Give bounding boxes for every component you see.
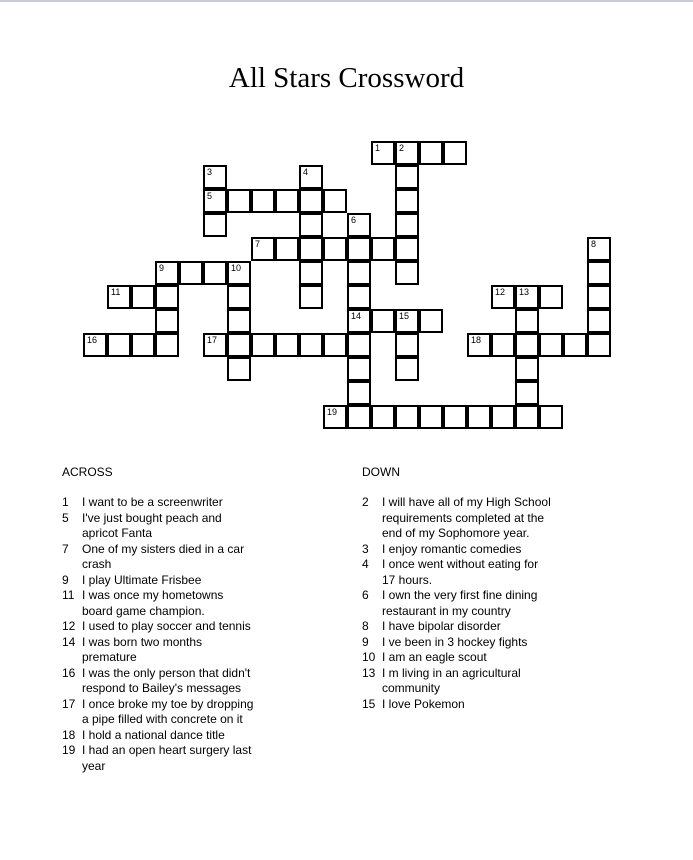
grid-cell[interactable] xyxy=(299,165,323,189)
grid-cell-number: 9 xyxy=(159,263,165,273)
grid-cell[interactable] xyxy=(467,333,491,357)
down-clue-list xyxy=(362,495,552,712)
across-clue xyxy=(62,511,257,542)
grid-cell[interactable] xyxy=(203,165,227,189)
grid-cell-number: 10 xyxy=(231,263,242,273)
grid-cell[interactable] xyxy=(347,285,371,309)
grid-cell[interactable] xyxy=(347,309,371,333)
grid-cell[interactable] xyxy=(155,285,179,309)
clue-text: I own the very first fine dining restaurant in my country xyxy=(382,588,538,618)
grid-cell[interactable] xyxy=(251,237,275,261)
clue-text: I had an open heart surgery last year xyxy=(82,743,252,773)
grid-cell[interactable] xyxy=(107,285,131,309)
grid-cell[interactable] xyxy=(491,405,515,429)
grid-cell[interactable] xyxy=(443,405,467,429)
grid-cell[interactable] xyxy=(515,309,539,333)
grid-cell-number: 8 xyxy=(591,239,597,249)
grid-cell-number: 14 xyxy=(351,311,362,321)
clue-number: 13 xyxy=(362,665,376,680)
clue-number: 9 xyxy=(362,634,369,649)
clue-text: I was once my hometowns board game champion. xyxy=(82,588,224,618)
across-clue xyxy=(62,697,257,728)
grid-cell[interactable] xyxy=(515,357,539,381)
clue-number: 5 xyxy=(62,510,69,525)
grid-cell-number: 6 xyxy=(351,215,357,225)
grid-cell-number: 11 xyxy=(111,287,121,297)
grid-cell-number: 17 xyxy=(207,335,218,345)
grid-cell-number: 15 xyxy=(399,311,410,321)
grid-cell-number: 7 xyxy=(255,239,261,249)
grid-cell-number: 16 xyxy=(87,335,98,345)
grid-cell[interactable] xyxy=(155,309,179,333)
grid-cell-number: 19 xyxy=(327,407,338,417)
grid-cell-number: 18 xyxy=(471,335,482,345)
grid-cell[interactable] xyxy=(587,309,611,333)
grid-cell[interactable] xyxy=(227,285,251,309)
grid-cell[interactable] xyxy=(275,333,299,357)
clue-text: I hold a national dance title xyxy=(82,727,225,742)
clue-number: 19 xyxy=(62,743,76,757)
across-clue xyxy=(62,728,257,744)
grid-cell-number: 1 xyxy=(375,143,381,153)
grid-cell[interactable] xyxy=(467,405,491,429)
across-clue xyxy=(62,588,257,619)
grid-cell[interactable] xyxy=(395,189,419,213)
grid-cell[interactable] xyxy=(395,333,419,357)
grid-cell-number: 5 xyxy=(207,191,213,201)
grid-cell-number: 2 xyxy=(399,143,405,153)
grid-cell[interactable] xyxy=(395,165,419,189)
across-clue xyxy=(62,573,257,589)
grid-cell[interactable] xyxy=(275,189,299,213)
clue-text: I m living in an agricultural community xyxy=(382,665,521,695)
clue-text: I play Ultimate Frisbee xyxy=(82,572,202,587)
grid-cell[interactable] xyxy=(299,189,323,213)
clue-number: 7 xyxy=(62,541,69,556)
grid-cell[interactable] xyxy=(179,261,203,285)
grid-cell[interactable] xyxy=(323,405,347,429)
down-clue xyxy=(362,588,552,619)
clue-number: 11 xyxy=(62,588,75,602)
grid-cell[interactable] xyxy=(419,309,443,333)
grid-cell[interactable] xyxy=(539,333,563,357)
clue-number: 8 xyxy=(362,619,369,633)
grid-cell[interactable] xyxy=(131,333,155,357)
down-heading: DOWN xyxy=(362,465,400,479)
grid-cell[interactable] xyxy=(347,333,371,357)
grid-cell[interactable] xyxy=(587,333,611,357)
down-clue xyxy=(362,635,552,651)
grid-cell[interactable] xyxy=(347,261,371,285)
grid-cell[interactable] xyxy=(299,333,323,357)
clue-number: 15 xyxy=(362,696,376,711)
down-clue xyxy=(362,619,552,635)
down-clues xyxy=(362,465,552,712)
grid-cell[interactable] xyxy=(371,405,395,429)
down-clue xyxy=(362,697,552,713)
across-clues xyxy=(62,465,257,774)
clue-number: 14 xyxy=(62,634,76,649)
grid-cell[interactable] xyxy=(419,405,443,429)
grid-cell[interactable] xyxy=(347,237,371,261)
grid-cell[interactable] xyxy=(371,309,395,333)
grid-cell[interactable] xyxy=(299,213,323,237)
grid-cell[interactable] xyxy=(515,333,539,357)
grid-cell[interactable] xyxy=(371,141,395,165)
grid-cell[interactable] xyxy=(395,261,419,285)
clue-number: 4 xyxy=(362,557,369,571)
grid-cell[interactable] xyxy=(563,333,587,357)
grid-cell[interactable] xyxy=(419,141,443,165)
grid-cell[interactable] xyxy=(539,405,563,429)
clue-text: I once went without eating for 17 hours. xyxy=(382,557,539,587)
clue-text: I enjoy romantic comedies xyxy=(382,541,522,556)
grid-cell[interactable] xyxy=(395,405,419,429)
grid-cell[interactable] xyxy=(347,213,371,237)
grid-cell[interactable] xyxy=(323,333,347,357)
grid-cell[interactable] xyxy=(299,261,323,285)
grid-cell[interactable] xyxy=(539,285,563,309)
clue-text: I used to play soccer and tennis xyxy=(82,619,251,633)
clue-text: I will have all of my High School requirements completed at the end of my Sophomore year. xyxy=(382,495,551,540)
across-clue xyxy=(62,495,257,511)
clue-text: I ve been in 3 hockey fights xyxy=(382,634,528,649)
grid-cell[interactable] xyxy=(395,309,419,333)
grid-cell-number: 12 xyxy=(495,287,506,297)
grid-cell[interactable] xyxy=(131,285,155,309)
across-clue xyxy=(62,743,257,774)
grid-cell[interactable] xyxy=(347,357,371,381)
grid-cell-number: 13 xyxy=(519,287,530,297)
down-clue xyxy=(362,542,552,558)
grid-cell[interactable] xyxy=(203,333,227,357)
clue-text: I want to be a screenwriter xyxy=(82,495,223,509)
grid-cell[interactable] xyxy=(227,261,251,285)
down-clue xyxy=(362,557,552,588)
across-clue xyxy=(62,666,257,697)
grid-cell[interactable] xyxy=(299,237,323,261)
grid-cell[interactable] xyxy=(347,405,371,429)
grid-cell[interactable] xyxy=(203,213,227,237)
clue-number: 16 xyxy=(62,665,76,680)
grid-cell[interactable] xyxy=(227,309,251,333)
clue-text: I have bipolar disorder xyxy=(382,619,501,633)
across-heading: ACROSS xyxy=(62,465,113,479)
grid-cell[interactable] xyxy=(443,141,467,165)
top-border xyxy=(0,0,693,2)
clue-number: 18 xyxy=(62,727,76,742)
clue-text: One of my sisters died in a car crash xyxy=(82,541,245,571)
grid-cell[interactable] xyxy=(587,261,611,285)
clue-text: I was the only person that didn't respond to Bailey's messages xyxy=(82,665,251,695)
clue-text: I am an eagle scout xyxy=(382,650,487,664)
clue-number: 2 xyxy=(362,495,369,509)
grid-cell[interactable] xyxy=(227,189,251,213)
clue-number: 6 xyxy=(362,588,369,602)
down-clue xyxy=(362,495,552,542)
grid-cell[interactable] xyxy=(227,357,251,381)
grid-cell[interactable] xyxy=(587,237,611,261)
grid-cell-number: 3 xyxy=(207,167,213,177)
clue-number: 1 xyxy=(62,495,69,509)
grid-cell[interactable] xyxy=(491,333,515,357)
clue-number: 17 xyxy=(62,696,76,711)
grid-cell[interactable] xyxy=(299,285,323,309)
grid-cell[interactable] xyxy=(491,285,515,309)
down-clue xyxy=(362,650,552,666)
grid-cell[interactable] xyxy=(107,333,131,357)
across-clue xyxy=(62,619,257,635)
clue-number: 3 xyxy=(362,541,369,556)
across-clue xyxy=(62,542,257,573)
grid-cell[interactable] xyxy=(275,237,299,261)
clue-number: 12 xyxy=(62,619,76,633)
grid-cell[interactable] xyxy=(155,261,179,285)
grid-cell-number: 4 xyxy=(303,167,309,177)
clue-text: I love Pokemon xyxy=(382,696,465,711)
grid-cell[interactable] xyxy=(395,237,419,261)
grid-cell[interactable] xyxy=(515,405,539,429)
grid-cell[interactable] xyxy=(203,261,227,285)
grid-cell[interactable] xyxy=(347,381,371,405)
clue-number: 10 xyxy=(362,650,376,664)
grid-cell[interactable] xyxy=(227,333,251,357)
grid-cell[interactable] xyxy=(251,333,275,357)
grid-cell[interactable] xyxy=(155,333,179,357)
across-clue xyxy=(62,635,257,666)
grid-cell[interactable] xyxy=(371,237,395,261)
clue-text: I was born two months premature xyxy=(82,634,203,664)
grid-cell[interactable] xyxy=(323,237,347,261)
grid-cell[interactable] xyxy=(323,189,347,213)
grid-cell[interactable] xyxy=(515,285,539,309)
grid-cell[interactable] xyxy=(83,333,107,357)
clue-number: 9 xyxy=(62,572,69,587)
page-title: All Stars Crossword xyxy=(228,62,465,94)
grid-cell[interactable] xyxy=(395,141,419,165)
grid-cell[interactable] xyxy=(395,357,419,381)
across-clue-list xyxy=(62,495,257,774)
clue-text: I've just bought peach and apricot Fanta xyxy=(82,510,222,540)
grid-cell[interactable] xyxy=(395,213,419,237)
clue-text: I once broke my toe by dropping a pipe filled with concrete on it xyxy=(82,696,254,726)
grid-cell[interactable] xyxy=(515,381,539,405)
grid-cell[interactable] xyxy=(587,285,611,309)
grid-cell[interactable] xyxy=(251,189,275,213)
down-clue xyxy=(362,666,552,697)
grid-cell[interactable] xyxy=(203,189,227,213)
